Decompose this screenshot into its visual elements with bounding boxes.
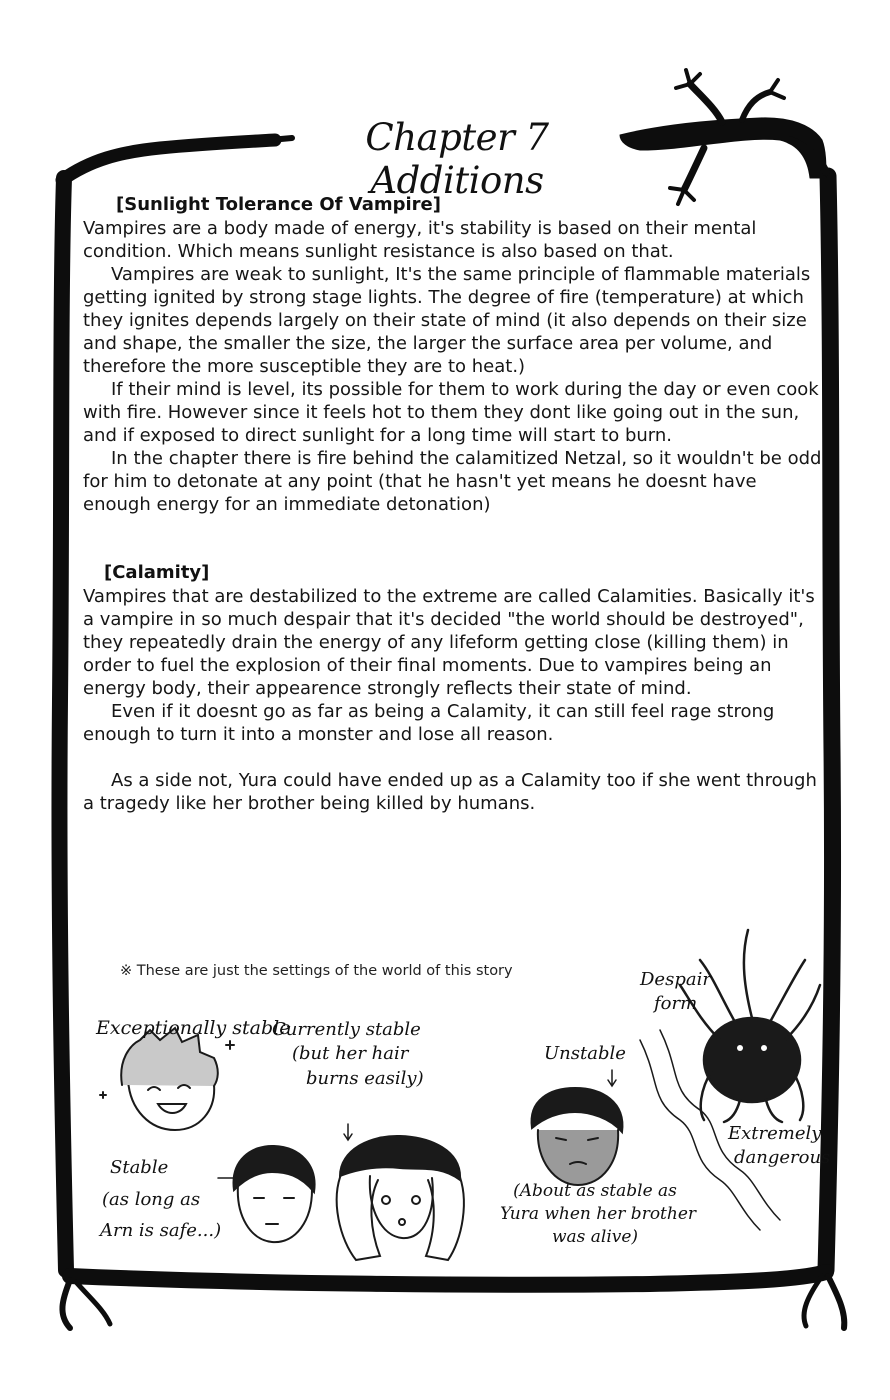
paragraph: If their mind is level, its possible for them to work during the day or even cook with fire. However since it feels hot to them they dont like going out in the sun, and if exposed to direct sunlight for a long time will start to burn.	[83, 379, 819, 446]
label-stable: Stable (as long as Arn is safe...)	[100, 1157, 222, 1241]
label-despair-form: Despair form	[640, 969, 711, 1015]
stable-boy-face	[234, 1146, 315, 1242]
chapter-title: Chapter 7 Additions	[365, 116, 549, 202]
label-extremely-dangerous: Extremely dangerous	[728, 1123, 831, 1169]
label-currently-stable: Currently stable (but her hair burns easily)	[272, 1019, 424, 1089]
label-unstable: Unstable	[544, 1043, 626, 1064]
paragraph: In the chapter there is fire behind the calamitized Netzal, so it wouldn't be odd for him to detonate at any point (that he hasn't yet means he doesnt have enough energy for an immediate detonation)	[83, 448, 822, 515]
exceptionally-stable-face	[100, 1028, 234, 1130]
paragraph: Vampires are a body made of energy, it's stability is based on their mental condition. Which means sunlight resistance is also based on that.	[83, 218, 757, 262]
unstable-boy-face	[532, 1088, 623, 1185]
section-heading-calamity: [Calamity]	[104, 562, 210, 583]
settings-note: ※ These are just the settings of the world of this story	[120, 963, 513, 979]
label-exceptionally-stable: Exceptionally stable	[96, 1017, 291, 1039]
section-heading-sunlight: [Sunlight Tolerance Of Vampire]	[116, 194, 441, 215]
currently-stable-girl-face	[337, 1136, 464, 1260]
paragraph: Vampires that are destabilized to the extreme are called Calamities. Basically it's a vampire in so much despair that it's decided "the world should be destroyed", they repeatedly drain the energy of any lifeform getting close (killing them) in order to fuel the explosion of their final moments. Due to vampires being an energy body, their appearence strongly reflects their state of mind.	[83, 586, 815, 699]
label-about-as-stable: (About as stable as Yura when her brother was alive)	[500, 1181, 697, 1247]
paragraph: As a side not, Yura could have ended up as a Calamity too if she went through a tragedy like her brother being killed by humans.	[83, 770, 817, 814]
paragraph: Even if it doesnt go as far as being a Calamity, it can still feel rage strong enough to turn it into a monster and lose all reason.	[83, 701, 775, 745]
despair-form-creature	[680, 930, 820, 1122]
paragraph: Vampires are weak to sunlight, It's the same principle of flammable materials getting ignited by strong stage lights. The degree of fire (temperature) at which they ignites depends largely on their state of mind (it also depends on their size and shape, the smaller the size, the larger the surface area per volume, and therefore the more susceptible they are to heat.)	[83, 264, 811, 377]
